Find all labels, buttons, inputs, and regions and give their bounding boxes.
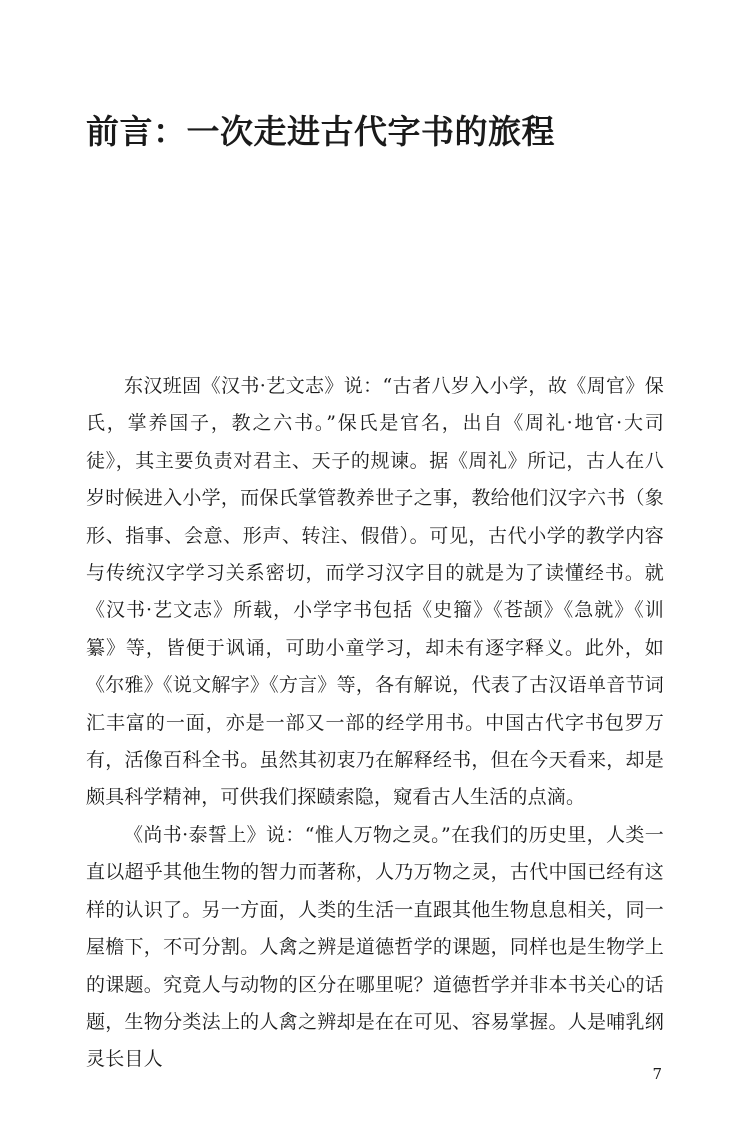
page-number: 7 — [652, 1065, 662, 1083]
chapter-title: 前言：一次走进古代字书的旅程 — [86, 112, 555, 151]
paragraph-2: 《尚书·泰誓上》说：“惟人万物之灵。”在我们的历史里，人类一直以超乎其他生物的智力而著称，人乃万物之灵，古代中国已经有这样的认识了。另一方面，人类的生活一直跟其他生物息息相关，同一屋檐下，不可分割。人禽之辨是道德哲学的课题，同样也是生物学上的课题。究竟人与动物的区分在哪里呢？道德哲学并非本书关心的话题，生物分类法上的人禽之辨却是在在可见、容易掌握。人是哺乳纲灵长目人 — [86, 823, 664, 1071]
body-text — [86, 368, 664, 1079]
paragraph-1: 东汉班固《汉书·艺文志》说：“古者八岁入小学，故《周官》保氏，掌养国子，教之六书。”保氏是官名，出自《周礼·地官·大司徒》，其主要负责对君主、天子的规谏。据《周礼》所记，古人在八岁时候进入小学，而保氏掌管教养世子之事，教给他们汉字六书（象形、指事、会意、形声、转注、假借）。可见，古代小学的教学内容与传统汉字学习关系密切，而学习汉字目的就是为了读懂经书。就《汉书·艺文志》所载，小学字书包括《史籀》《苍颉》《急就》《训纂》等，皆便于讽诵，可助小童学习，却未有逐字释义。此外，如《尔雅》《说文解字》《方言》等，各有解说，代表了古汉语单音节词汇丰富的一面，亦是一部又一部的经学用书。中国古代字书包罗万有，活像百科全书。虽然其初衷乃在解释经书，但在今天看来，却是颇具科学精神，可供我们探赜索隐，窥看古人生活的点滴。 — [86, 375, 664, 809]
